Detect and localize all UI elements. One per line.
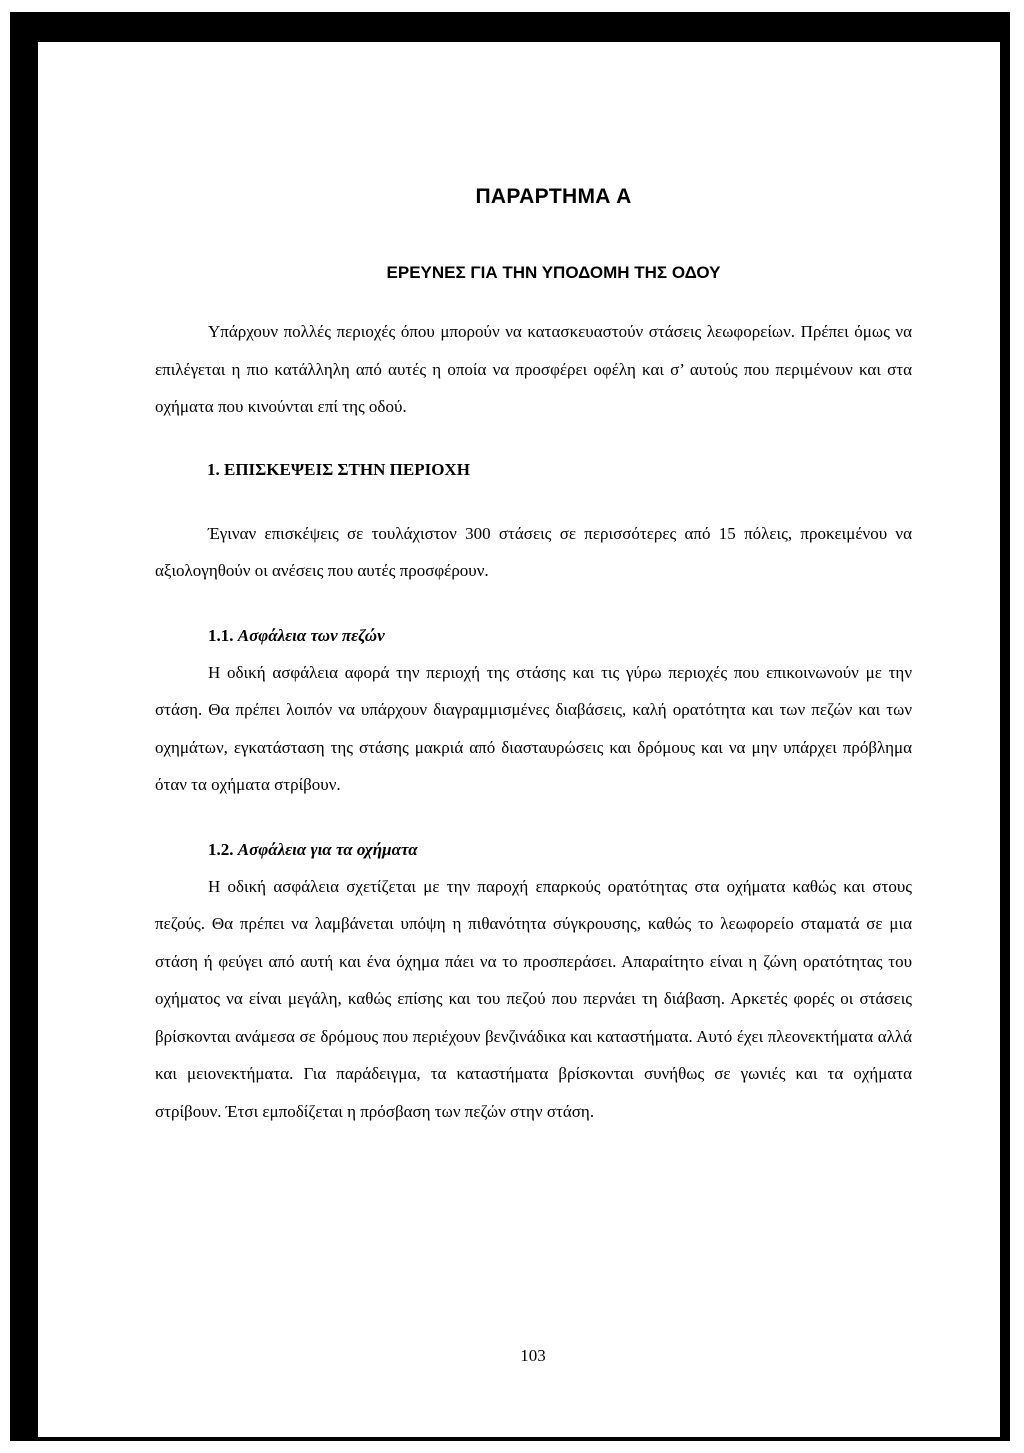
section-1-2-paragraph: Η οδική ασφάλεια σχετίζεται με την παροχή επαρκούς ορατότητας στα οχήματα καθώς και στους πεζούς. Θα πρέπει να λαμβάνεται υπόψη η πιθανότητα σύγκρουσης, καθώς το λεωφορείο σταματά σε μια στάση ή φεύγει από αυτή και ένα όχημα πάει να το προσπεράσει. Απαραίτητο είναι η ζώνη ορατότητας του οχήματος να είναι μεγάλη, καθώς επίσης και του πεζού που περνάει τη διάβαση. Αρκετές φορές οι στάσεις βρίσκονται ανάμεσα σε δρόμους που περιέχουν βενζινάδικα και καταστήματα. Αυτό έχει πλεονεκτήματα αλλά και μειονεκτήματα. Για παράδειγμα, τα καταστήματα βρίσκονται συνήθως σε γωνιές και τα οχήματα στρίβουν. Έτσι εμποδίζεται η πρόσβαση των πεζών στην στάση.: [155, 876, 912, 1121]
section-1-1-heading: [208, 624, 912, 648]
section-1-1-number: 1.1.: [208, 625, 234, 645]
section-1-paragraph: Έγιναν επισκέψεις σε τουλάχιστον 300 στάσεις σε περισσότερες από 15 πόλεις, προκειμένου να αξιολογηθούν οι ανέσεις που αυτές προσφέρουν.: [155, 523, 912, 580]
page-border: [10, 12, 1010, 1441]
appendix-title: ΠΑΡΑΡΤΗΜΑ Α: [475, 185, 632, 208]
page-number: 103: [520, 1346, 546, 1365]
page-content: [155, 185, 912, 1130]
section-1-2-number: 1.2.: [208, 839, 234, 859]
section-1-1-paragraph: Η οδική ασφάλεια αφορά την περιοχή της στάσης και τις γύρω περιοχές που επικοινωνούν με την στάση. Θα πρέπει λοιπόν να υπάρχουν διαγραμμισμένες διαβάσεις, καλή ορατότητα και των πεζών και των οχημάτων, εγκατάσταση της στάσης μακριά από διασταυρώσεις και δρόμους και να μην υπάρχει πρόβλημα όταν τα οχήματα στρίβουν.: [155, 662, 912, 794]
intro-paragraph: Υπάρχουν πολλές περιοχές όπου μπορούν να κατασκευαστούν στάσεις λεωφορείων. Πρέπει όμως να επιλέγεται η πιο κατάλληλη από αυτές η οποία να προσφέρει οφέλη και σ’ αυτούς που περιμένουν και στα οχήματα που κινούνται επί της οδού.: [155, 322, 912, 416]
section-1-1-title: Ασφάλεια των πεζών: [237, 625, 385, 645]
document-page: [38, 42, 1000, 1437]
section-1-heading: 1. ΕΠΙΣΚΕΨΕΙΣ ΣΤΗΝ ΠΕΡΙΟΧΗ: [207, 459, 470, 479]
appendix-subtitle: ΕΡΕΥΝΕΣ ΓΙΑ ΤΗΝ ΥΠΟΔΟΜΗ ΤΗΣ ΟΔΟΥ: [386, 263, 721, 282]
section-1-2-title: Ασφάλεια για τα οχήματα: [237, 839, 418, 859]
section-1-2-heading: [208, 838, 912, 862]
